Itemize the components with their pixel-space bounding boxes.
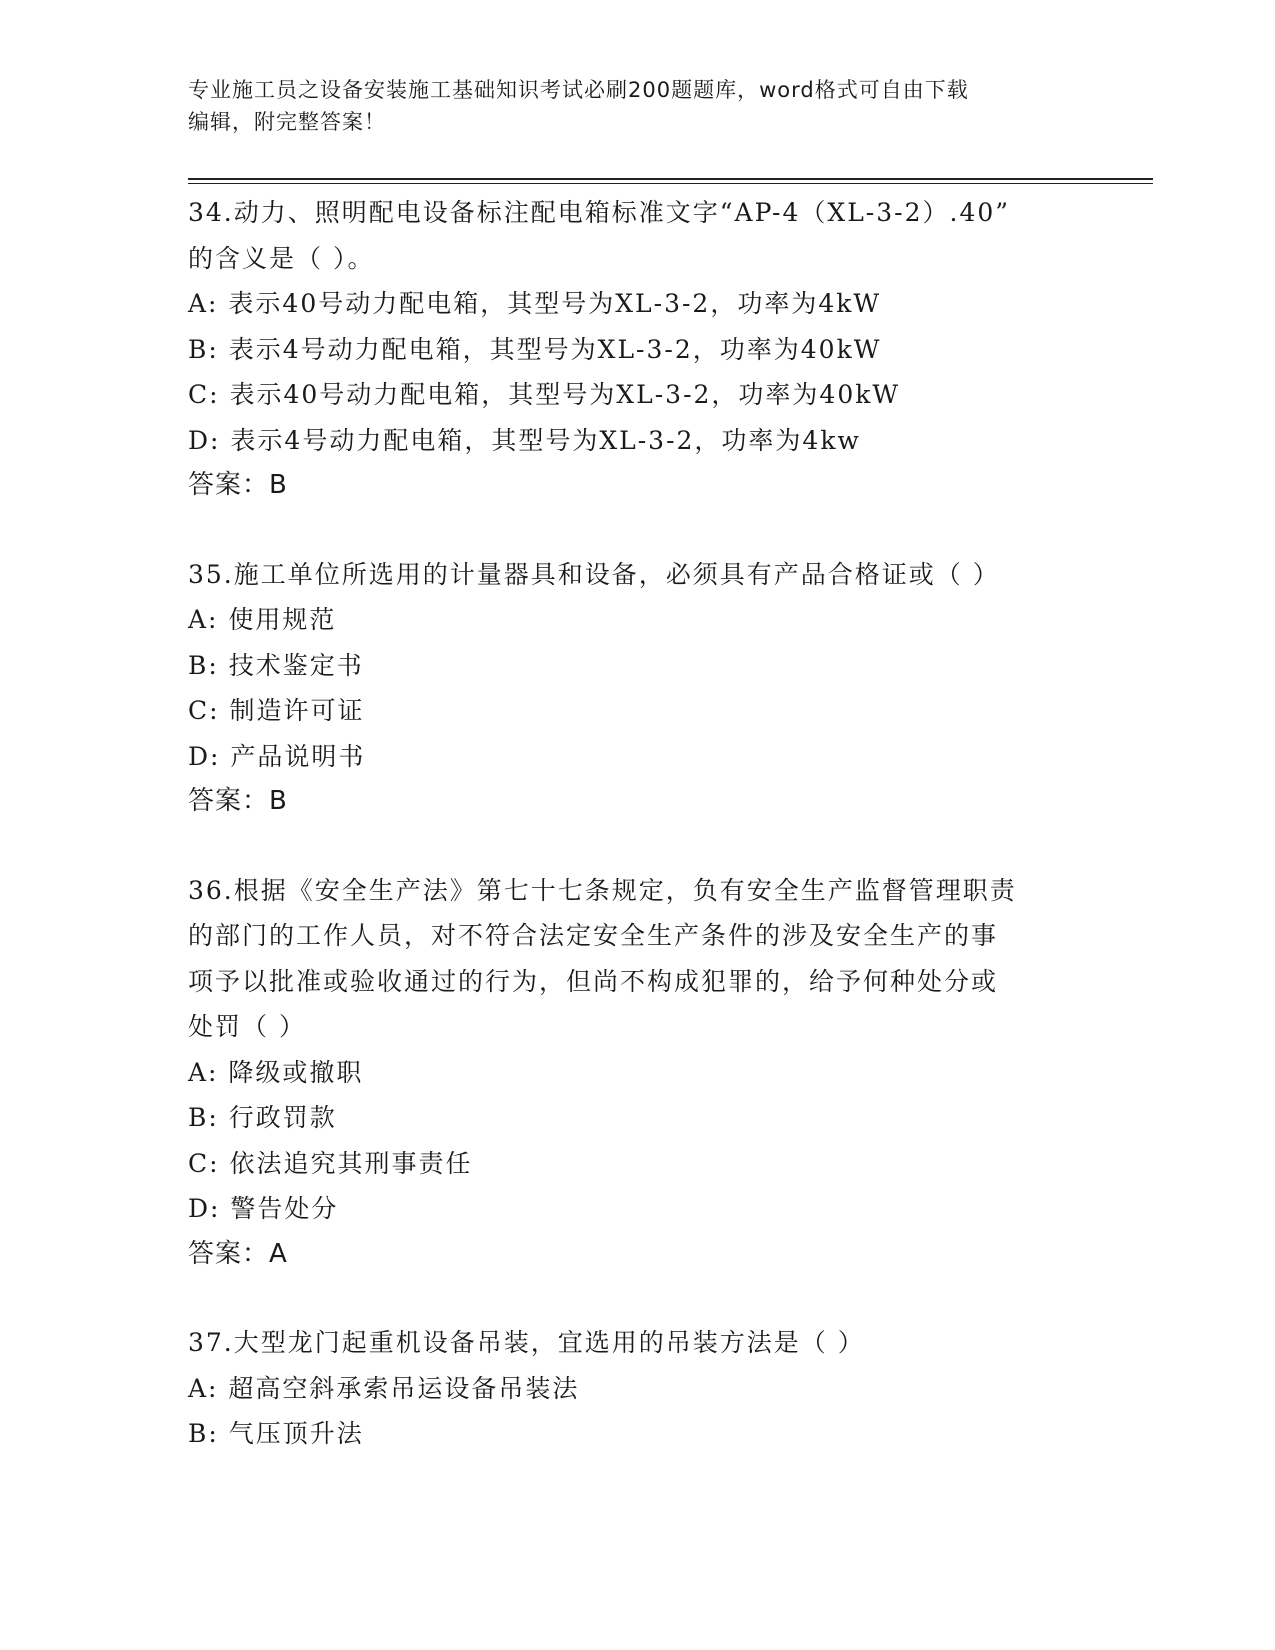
question-stem-line: 处罚（ ） [188,1012,306,1041]
header-divider-thin [188,183,1153,184]
option-d: D: 警告处分 [188,1194,339,1223]
question-stem-line: 34.动力、照明配电设备标注配电箱标准文字“AP-4（XL-3-2）.40” [188,198,1011,227]
option-b: B: 技术鉴定书 [188,650,364,680]
question-35 [188,552,1088,825]
option-b: B: 行政罚款 [188,1103,337,1132]
option-b: B: 气压顶升法 [188,1419,364,1448]
option-c: C: 表示40号动力配电箱，其型号为XL-3-2，功率为40kW [188,380,901,409]
option-a: A: 表示40号动力配电箱，其型号为XL-3-2，功率为4kW [188,289,882,318]
question-36 [188,868,1088,1278]
option-d: D: 表示4号动力配电箱，其型号为XL-3-2，功率为4kw [188,425,861,455]
header-divider-thick [188,178,1153,180]
question-stem-line: 的部门的工作人员，对不符合法定安全生产条件的涉及安全生产的事 [188,921,999,950]
answer-label: 答案：B [188,786,288,816]
option-a: A: 超高空斜承索吊运设备吊装法 [188,1373,580,1403]
option-b: B: 表示4号动力配电箱，其型号为XL-3-2，功率为40kW [188,334,882,364]
header-title-line-1: 专业施工员之设备安装施工基础知识考试必刷200题题库，word格式可自由下载 [188,78,969,102]
option-a: A: 使用规范 [188,605,337,634]
option-a: A: 降级或撤职 [188,1057,364,1087]
question-34 [188,190,1088,509]
question-stem-line: 的含义是（ ）。 [188,243,375,273]
question-stem-line: 37.大型龙门起重机设备吊装，宜选用的吊装方法是（ ） [188,1328,865,1357]
question-stem-line: 项予以批准或验收通过的行为，但尚不构成犯罪的，给予何种处分或 [188,966,999,996]
question-37 [188,1320,1088,1457]
question-stem-line: 35.施工单位所选用的计量器具和设备，必须具有产品合格证或（ ） [188,559,1000,589]
question-stem-line: 36.根据《安全生产法》第七十七条规定，负有安全生产监督管理职责 [188,875,1017,905]
question-list [188,190,1088,1500]
answer-label: 答案：A [188,1238,288,1269]
header-title-line-2: 编辑，附完整答案！ [188,110,386,134]
answer-label: 答案：B [188,470,288,500]
document-header [188,74,1068,138]
option-c: C: 依法追究其刑事责任 [188,1148,473,1178]
option-d: D: 产品说明书 [188,741,366,771]
option-c: C: 制造许可证 [188,696,365,725]
